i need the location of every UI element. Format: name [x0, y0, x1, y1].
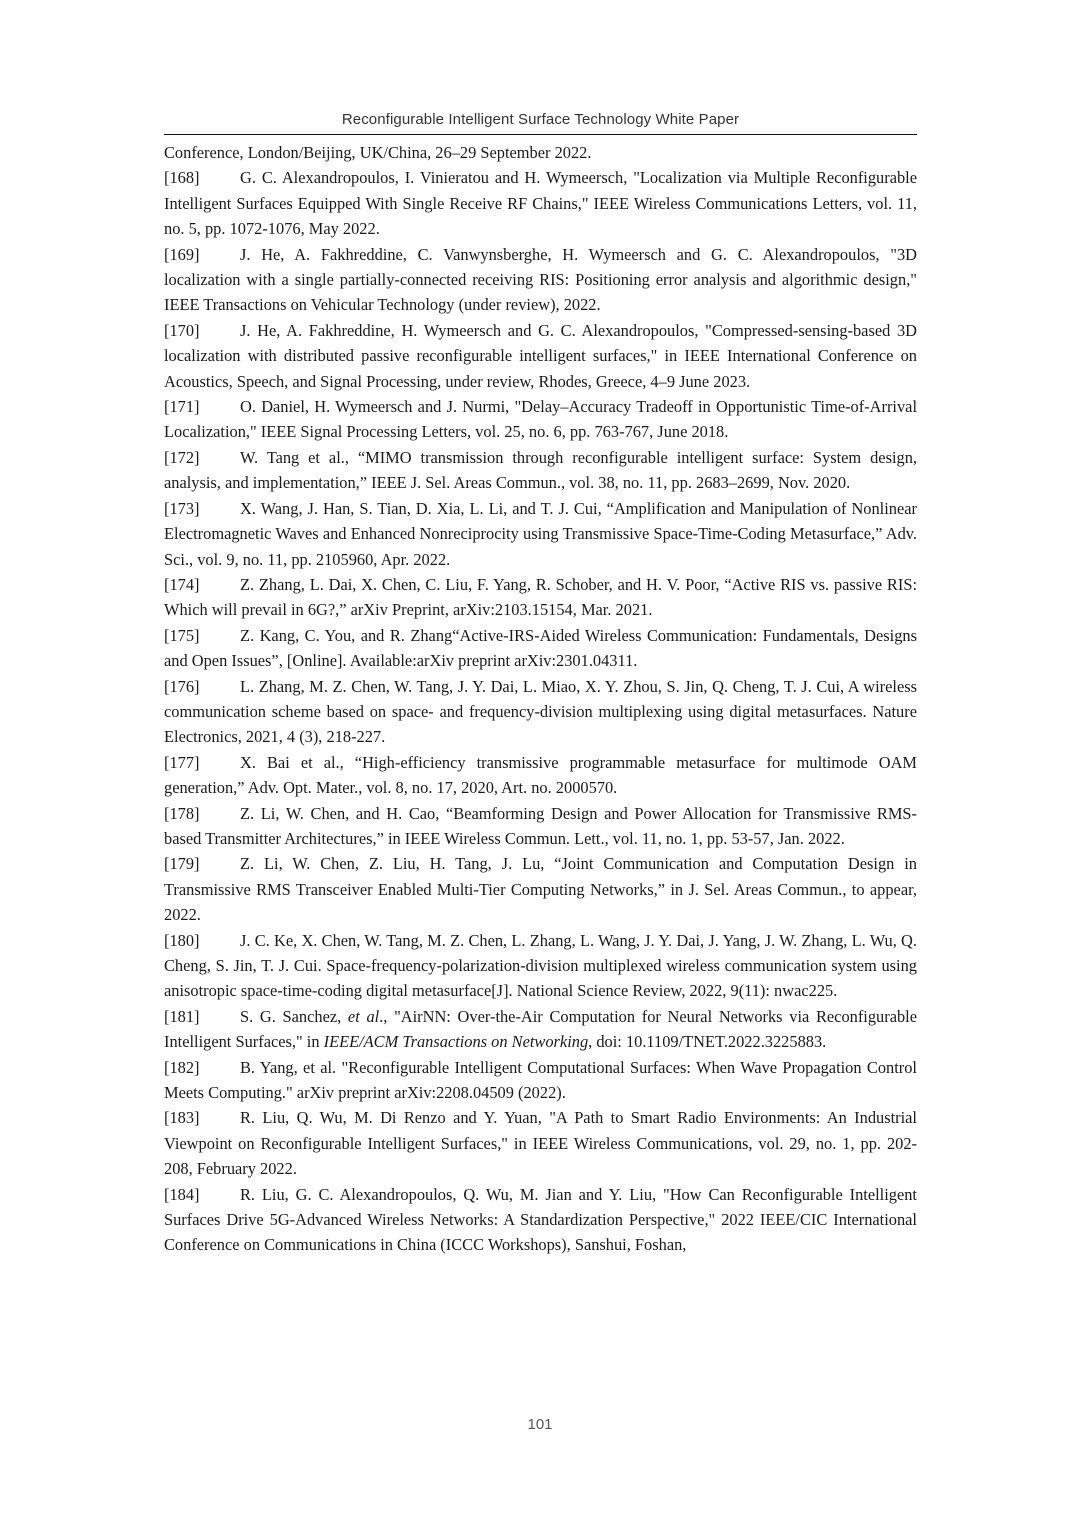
running-header: Reconfigurable Intelligent Surface Technology White Paper [341, 111, 740, 128]
reference-text: Conference, London/Beijing, UK/China, 26–29 September 2022. [164, 143, 592, 162]
reference-number: [176] [164, 676, 200, 696]
reference-number: [173] [164, 498, 200, 518]
reference-item [164, 165, 917, 241]
reference-item [164, 801, 917, 852]
reference-item [164, 394, 917, 445]
reference-journal-italic: IEEE/ACM Transactions on Networking [323, 1032, 589, 1052]
reference-text: , doi: 10.1109/TNET.2022.3225883. [588, 1032, 827, 1052]
reference-text: R. Liu, Q. Wu, M. Di Renzo and Y. Yuan, "A Path to Smart Radio Environments: An Industrial Viewpoint on Reconfigurable Intelligent Surfaces," in IEEE Wireless Communications, vol. 29, no. 1, pp. 202-208, February 2022. [164, 1108, 917, 1179]
reference-item [164, 750, 917, 801]
header-rule [164, 134, 917, 135]
reference-number: [183] [164, 1108, 200, 1128]
reference-item [164, 1105, 917, 1181]
reference-number: [171] [164, 397, 200, 417]
reference-text: B. Yang, et al. "Reconfigurable Intelligent Computational Surfaces: When Wave Propagation Control Meets Computing." arXiv preprint arXiv:2208.04509 (2022). [164, 1057, 917, 1103]
reference-continuation [164, 140, 917, 165]
reference-item [164, 674, 917, 750]
reference-number: [180] [164, 930, 200, 950]
reference-number: [172] [164, 447, 200, 467]
reference-text: J. He, A. Fakhreddine, H. Wymeersch and G. C. Alexandropoulos, "Compressed-sensing-based 3D localization with distributed passive reconfigurable intelligent surfaces," in IEEE International Conference on Acoustics, Speech, and Signal Processing, under review, Rhodes, Greece, 4–9 June 2023. [164, 320, 917, 391]
reference-number: [179] [164, 854, 200, 874]
reference-number: [181] [164, 1006, 200, 1026]
reference-item [164, 496, 917, 572]
reference-text: Z. Kang, C. You, and R. Zhang“Active-IRS-Aided Wireless Communication: Fundamentals, Designs and Open Issues”, [Online]. Available:arXiv preprint arXiv:2301.04311. [164, 625, 917, 671]
reference-number: [182] [164, 1057, 200, 1077]
reference-number: [178] [164, 803, 200, 823]
reference-item [164, 445, 917, 496]
reference-text: Z. Li, W. Chen, and H. Cao, “Beamforming Design and Power Allocation for Transmissive RMS-based Transmitter Architectures,” in IEEE Wireless Commun. Lett., vol. 11, no. 1, pp. 53-57, Jan. 2022. [164, 803, 917, 848]
reference-item [164, 851, 917, 927]
reference-number: [169] [164, 244, 200, 264]
reference-text: Z. Zhang, L. Dai, X. Chen, C. Liu, F. Yang, R. Schober, and H. V. Poor, “Active RIS vs. passive RIS: Which will prevail in 6G?,” arXiv Preprint, arXiv:2103.15154, Mar. 2021. [164, 574, 917, 620]
reference-text: J. C. Ke, X. Chen, W. Tang, M. Z. Chen, L. Zhang, L. Wang, J. Y. Dai, J. Yang, J. W. Zhang, L. Wu, Q. Cheng, S. Jin, T. J. Cui. Space-frequency-polarization-division multiplexed wireless communication system using anisotropic space-time-coding digital metasurface[J]. National Science Review, 2022, 9(11): nwac225. [164, 930, 917, 1001]
reference-item [164, 928, 917, 1004]
reference-text: Z. Li, W. Chen, Z. Liu, H. Tang, J. Lu, “Joint Communication and Computation Design in Transmissive RMS Transceiver Enabled Multi-Tier Computing Networks,” in J. Sel. Areas Commun., to appear, 2022. [164, 854, 917, 925]
reference-item [164, 1055, 917, 1106]
reference-text: S. G. Sanchez, [240, 1006, 348, 1026]
reference-number: [184] [164, 1184, 200, 1204]
reference-text: W. Tang et al., “MIMO transmission through reconfigurable intelligent surface: System design, analysis, and implementation,” IEEE J. Sel. Areas Commun., vol. 38, no. 11, pp. 2683–2699, Nov. 2020. [164, 447, 917, 493]
reference-text: J. He, A. Fakhreddine, C. Vanwynsberghe, H. Wymeersch and G. C. Alexandropoulos, "3D localization with a single partially-connected receiving RIS: Positioning error analysis and algorithmic design," IEEE Transactions on Vehicular Technology (under review), 2022. [164, 244, 917, 315]
reference-text: X. Bai et al., “High-efficiency transmissive programmable metasurface for multimode OAM generation,” Adv. Opt. Mater., vol. 8, no. 17, 2020, Art. no. 2000570. [164, 752, 917, 798]
reference-item [164, 318, 917, 394]
reference-item [164, 1182, 917, 1258]
reference-number: [175] [164, 625, 200, 645]
reference-text: O. Daniel, H. Wymeersch and J. Nurmi, "Delay–Accuracy Tradeoff in Opportunistic Time-of-Arrival Localization," IEEE Signal Processing Letters, vol. 25, no. 6, pp. 763-767, June 2018. [164, 397, 917, 442]
reference-number: [170] [164, 320, 200, 340]
reference-italic: et al [347, 1006, 380, 1026]
reference-text: R. Liu, G. C. Alexandropoulos, Q. Wu, M. Jian and Y. Liu, "How Can Reconfigurable Intelligent Surfaces Drive 5G-Advanced Wireless Networks: A Standardization Perspective," 2022 IEEE/CIC International Conference on Communications in China (ICCC Workshops), Sanshui, Foshan, [164, 1184, 917, 1255]
reference-number: [174] [164, 574, 200, 594]
reference-item [164, 1004, 917, 1055]
page-number: 101 [527, 1416, 553, 1433]
reference-text: X. Wang, J. Han, S. Tian, D. Xia, L. Li, and T. J. Cui, “Amplification and Manipulation of Nonlinear Electromagnetic Waves and Enhanced Nonreciprocity using Transmissive Space-Time-Coding Metasurface,” Adv. Sci., vol. 9, no. 11, pp. 2105960, Apr. 2022. [164, 498, 917, 569]
reference-text: ., "AirNN: Over-the-Air Computation for Neural Networks via Reconfigurable Intelligent Surfaces," in [164, 1006, 917, 1052]
reference-number: [177] [164, 752, 200, 772]
reference-item [164, 572, 917, 623]
reference-text: L. Zhang, M. Z. Chen, W. Tang, J. Y. Dai, L. Miao, X. Y. Zhou, S. Jin, Q. Cheng, T. J. Cui, A wireless communication scheme based on space- and frequency-division multiplexing using digital metasurfaces. Nature Electronics, 2021, 4 (3), 218-227. [164, 676, 917, 747]
reference-list [164, 140, 917, 1258]
reference-item [164, 623, 917, 674]
reference-item [164, 242, 917, 318]
reference-number: [168] [164, 168, 200, 188]
reference-text: G. C. Alexandropoulos, I. Vinieratou and H. Wymeersch, "Localization via Multiple Reconfigurable Intelligent Surfaces Equipped With Single Receive RF Chains," IEEE Wireless Communications Letters, vol. 11, no. 5, pp. 1072-1076, May 2022. [164, 168, 917, 239]
